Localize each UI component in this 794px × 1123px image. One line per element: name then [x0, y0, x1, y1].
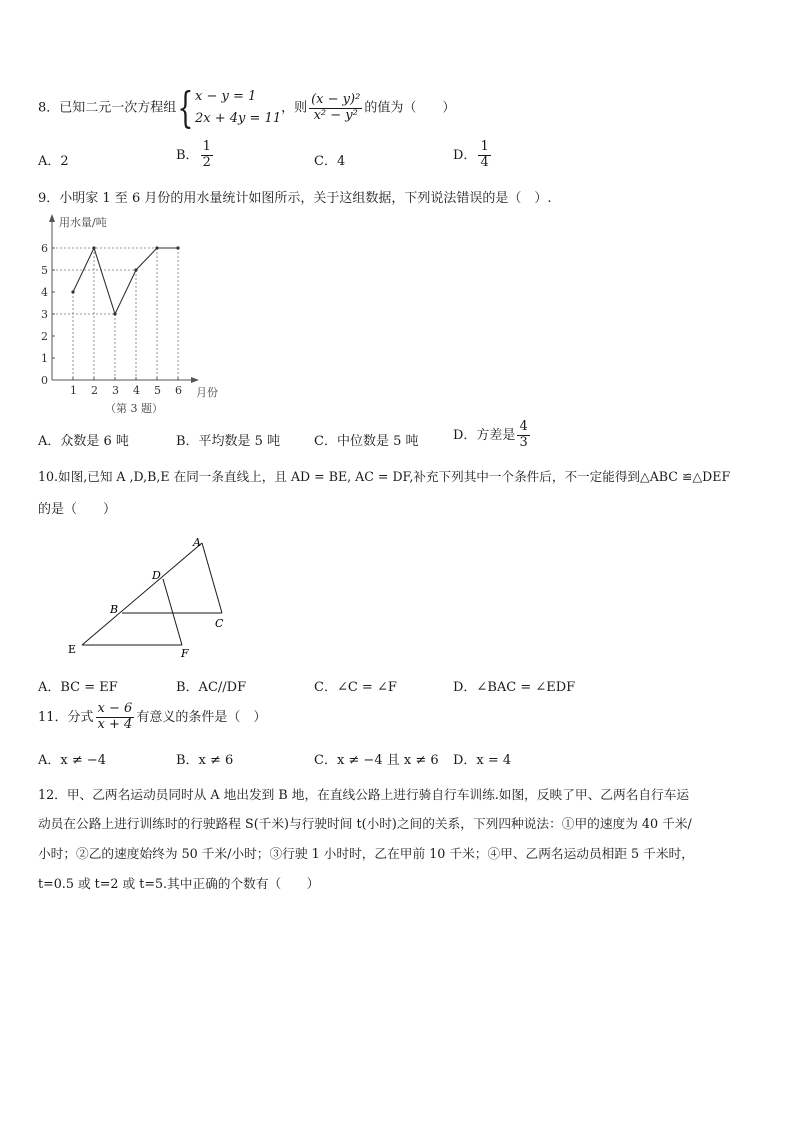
x-axis-arrow — [191, 377, 199, 383]
point-label-b: B — [110, 603, 119, 616]
q8-option-b-num: 1 — [202, 139, 211, 154]
q11-option-b[interactable]: B．x ≠ 6 — [176, 753, 234, 768]
data-point-3 — [113, 312, 116, 315]
x-tick-label-3: 3 — [112, 384, 119, 397]
y-tick-label-0: 0 — [41, 374, 48, 387]
q8-option-b-fraction — [201, 140, 213, 171]
q9-option-d-label: D．方差是 — [453, 427, 516, 443]
q9-option-d[interactable] — [453, 420, 532, 451]
point-label-f: F — [181, 647, 189, 660]
q8-suffix: 的值为（ ） — [364, 100, 456, 116]
question-12-line-4: t=0.5 或 t=2 或 t=5.其中正确的个数有（ ） — [38, 876, 320, 891]
q8-fraction — [309, 93, 362, 124]
q8-option-d-den: 4 — [480, 154, 489, 170]
x-tick-label-6: 6 — [175, 384, 182, 397]
q8-prefix: 8．已知二元一次方程组 — [38, 100, 177, 116]
equation-system — [195, 86, 281, 130]
x-tick-label-4: 4 — [133, 384, 140, 397]
question-9-text: 9．小明家 1 至 6 月份的用水量统计如图所示，关于这组数据，下列说法错误的是（ ）. — [38, 191, 552, 206]
data-point-4 — [134, 268, 137, 271]
y-tick-label-1: 1 — [41, 352, 48, 365]
q8-option-b-label: B． — [176, 147, 199, 163]
y-tick-label-4: 4 — [41, 286, 48, 299]
q9-option-d-den: 3 — [519, 434, 528, 450]
line-e-a — [82, 543, 202, 645]
question-10-line-1: 10.如图,已知 A ,D,B,E 在同一条直线上，且 AD = BE, AC = DF,补充下列其中一个条件后，不一定能得到△ABC ≌△DEF — [38, 469, 731, 484]
q8-option-d-fraction — [478, 140, 490, 171]
q8-option-c[interactable]: C．4 — [314, 154, 346, 169]
q10-option-d[interactable]: D．∠BAC = ∠EDF — [453, 680, 576, 695]
data-point-2 — [92, 246, 95, 249]
data-point-6 — [176, 246, 179, 249]
q8-option-b[interactable] — [176, 140, 215, 171]
question-12-line-2: 动员在公路上进行训练时的行驶路程 S(千米)与行驶时间 t(小时)之间的关系，下列四种说法：①甲的速度为 40 千米/ — [38, 816, 692, 831]
question-10-line-2: 的是（ ） — [38, 502, 117, 517]
x-tick-label-2: 2 — [91, 384, 98, 397]
triangle-figure — [62, 535, 242, 660]
system-brace: { — [177, 83, 194, 132]
x-tick-label-5: 5 — [154, 384, 161, 397]
q8-frac-denominator: x² − y² — [313, 107, 358, 123]
q8-option-a[interactable]: A．2 — [38, 154, 69, 169]
q10-option-c[interactable]: C．∠C = ∠F — [314, 680, 397, 695]
point-label-c: C — [215, 617, 224, 630]
q9-option-d-fraction — [517, 420, 529, 451]
chart-ticks — [41, 242, 182, 397]
y-tick-label-2: 2 — [41, 330, 48, 343]
q11-prefix: 11．分式 — [38, 709, 94, 725]
chart-ylabel: 用水量/吨 — [59, 216, 107, 229]
question-12-line-3: 小时；②乙的速度始终为 50 千米/小时；③行驶 1 小时时，乙在甲前 10 千米；④甲、乙两名运动员相距 5 千米时， — [38, 846, 694, 861]
y-axis-arrow — [49, 214, 55, 222]
y-tick-label-3: 3 — [41, 308, 48, 321]
q11-option-a[interactable]: A．x ≠ −4 — [38, 753, 107, 768]
q8-option-d-label: D． — [453, 147, 477, 163]
point-label-d: D — [152, 569, 161, 582]
q8-mid: ，则 — [281, 100, 308, 116]
q11-frac-numerator: x − 6 — [97, 701, 133, 716]
equation-2: 2x + 4y = 11 — [195, 111, 282, 126]
q8-frac-numerator: (x − y)² — [311, 91, 361, 107]
chart-xlabel: 月份 — [196, 386, 218, 399]
q9-option-b[interactable]: B．平均数是 5 吨 — [176, 434, 281, 449]
chart-title: （第 3 题） — [105, 402, 163, 415]
q8-option-b-den: 2 — [202, 154, 211, 170]
q11-suffix: 有意义的条件是（ ） — [136, 709, 267, 725]
q9-option-c[interactable]: C．中位数是 5 吨 — [314, 434, 419, 449]
q11-frac-denominator: x + 4 — [97, 716, 133, 732]
q11-fraction — [96, 702, 135, 733]
point-label-e: E — [68, 643, 77, 656]
chart-axes — [49, 214, 199, 383]
equation-1: x − y = 1 — [195, 89, 257, 104]
water-usage-chart — [35, 210, 235, 415]
question-11 — [38, 702, 266, 733]
data-point-5 — [155, 246, 158, 249]
q10-option-a[interactable]: A．BC = EF — [38, 680, 118, 695]
question-8 — [38, 83, 456, 132]
question-12-line-1: 12．甲、乙两名运动员同时从 A 地出发到 B 地，在直线公路上进行骑自行车训练.如图，反映了甲、乙两名自行车运 — [38, 787, 690, 802]
chart-series — [71, 246, 179, 315]
q8-option-d[interactable] — [453, 140, 493, 171]
y-tick-label-6: 6 — [41, 242, 48, 255]
q8-option-d-num: 1 — [480, 139, 489, 154]
q9-option-d-num: 4 — [519, 419, 528, 434]
x-tick-label-1: 1 — [70, 384, 77, 397]
line-a-c — [202, 543, 222, 613]
q9-option-a[interactable]: A．众数是 6 吨 — [38, 434, 129, 449]
point-label-a: A — [193, 536, 201, 549]
q11-option-c[interactable]: C．x ≠ −4 且 x ≠ 6 — [314, 753, 439, 768]
series-line — [73, 248, 178, 314]
line-d-f — [163, 579, 182, 645]
q10-option-b[interactable]: B．AC//DF — [176, 680, 247, 695]
data-point-1 — [71, 290, 74, 293]
y-tick-label-5: 5 — [41, 264, 48, 277]
q11-option-d[interactable]: D．x = 4 — [453, 753, 512, 768]
